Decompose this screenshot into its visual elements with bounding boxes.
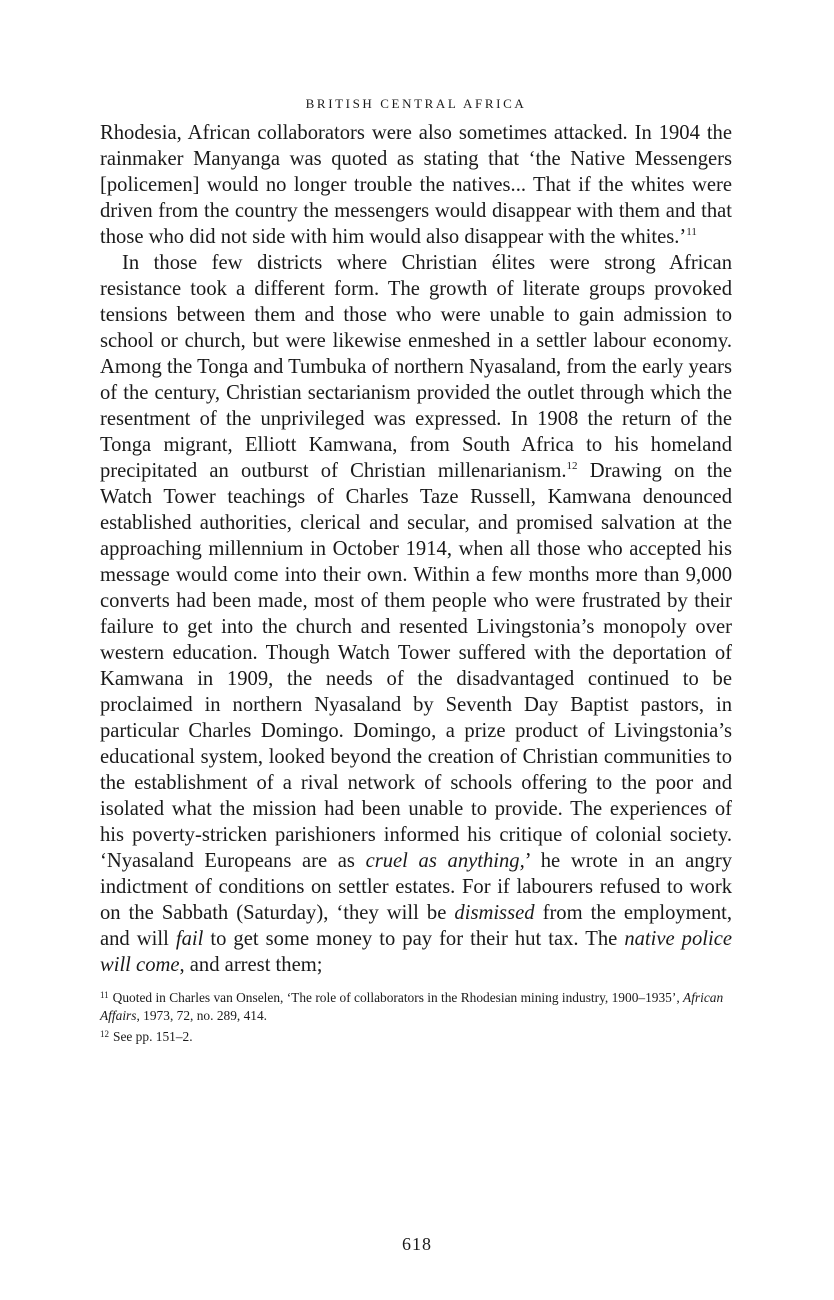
paragraph-1-text: Rhodesia, African collaborators were also sometimes attacked. In 1904 the rainmaker Manyanga was quoted as stating that ‘the Native Messengers [policemen] would no longer trouble the natives... That if the whites were driven from the country the messengers would disappear with them and that those who did not side with him would also disappear with the whites.’	[100, 122, 732, 248]
paragraph-1	[100, 120, 732, 250]
footnote-12-text: See pp. 151–2.	[113, 1029, 193, 1044]
emphasis-cruel: cruel as anything,	[365, 850, 525, 872]
footnote-11-text: Quoted in Charles van Onselen, ‘The role of collaborators in the Rhodesian mining industry, 1900–1935’,	[112, 990, 684, 1005]
paragraph-2-text-b: Drawing on the Watch Tower teachings of Charles Taze Russell, Kamwana denounced established authorities, clerical and secular, and promised salvation at the approaching millennium in October 1914, when all those who accepted his message would come into their own. Within a few months more than 9,000 converts had been made, most of them people who were frustrated by their failure to get into the church and resented Livingstonia’s monopoly over western education. Though Watch Tower suffered with the deportation of Kamwana in 1909, the needs of the disadvantaged continued to be proclaimed in northern Nyasaland by Seventh Day Baptist pastors, in particular Charles Domingo. Domingo, a prize product of Livingstonia’s educational system, looked beyond the creation of Christian communities to the establishment of a rival network of schools offering to the poor and isolated what the mission had been unable to provide. The experiences of his poverty-stricken parishioners informed his critique of colonial society. ‘Nyasaland Europeans are as	[100, 460, 732, 872]
page	[100, 94, 732, 1046]
paragraph-2-text-d: from the employment, and will	[100, 902, 732, 950]
body-text	[100, 120, 732, 978]
paragraph-2-text-c: ’ he wrote in an angry indictment of conditions on settler estates. For if labourers refused to work on the Sabbath (Saturday), ‘they will be	[100, 850, 732, 924]
footnote-11-journal: African Affairs	[100, 990, 724, 1023]
emphasis-dismissed: dismissed	[454, 902, 535, 924]
paragraph-2-text-f: , and arrest them;	[179, 954, 323, 976]
footnote-11	[100, 986, 732, 1025]
running-head: BRITISH CENTRAL AFRICA	[305, 96, 527, 111]
footnote-11-citation: , 1973, 72, no. 289, 414.	[136, 1008, 268, 1023]
paragraph-2-text-a: In those few districts where Christian élites were strong African resistance took a different form. The growth of literate groups provoked tensions between them and those who were unable to gain admission to school or church, but were likewise enmeshed in a settler labour economy. Among the Tonga and Tumbuka of northern Nyasaland, from the early years of the century, Christian sectarianism provided the outlet through which the resentment of the unprivileged was expressed. In 1908 the return of the Tonga migrant, Elliott Kamwana, from South Africa to his homeland precipitated an outburst of Christian millenarianism.	[100, 252, 732, 482]
paragraph-2	[100, 250, 732, 978]
page-number: 618	[402, 1234, 432, 1254]
footnote-12	[100, 1025, 732, 1046]
emphasis-fail: fail	[175, 928, 204, 950]
emphasis-native-police: native police will come	[100, 928, 732, 976]
footnote-12-number: 12	[100, 1029, 109, 1039]
footnote-ref-12[interactable]: 12	[566, 460, 578, 472]
footnote-ref-11[interactable]: 11	[686, 226, 697, 238]
footnotes	[100, 986, 732, 1046]
paragraph-2-text-e: to get some money to pay for their hut tax. The	[203, 928, 625, 950]
footnote-11-number: 11	[100, 990, 109, 1000]
